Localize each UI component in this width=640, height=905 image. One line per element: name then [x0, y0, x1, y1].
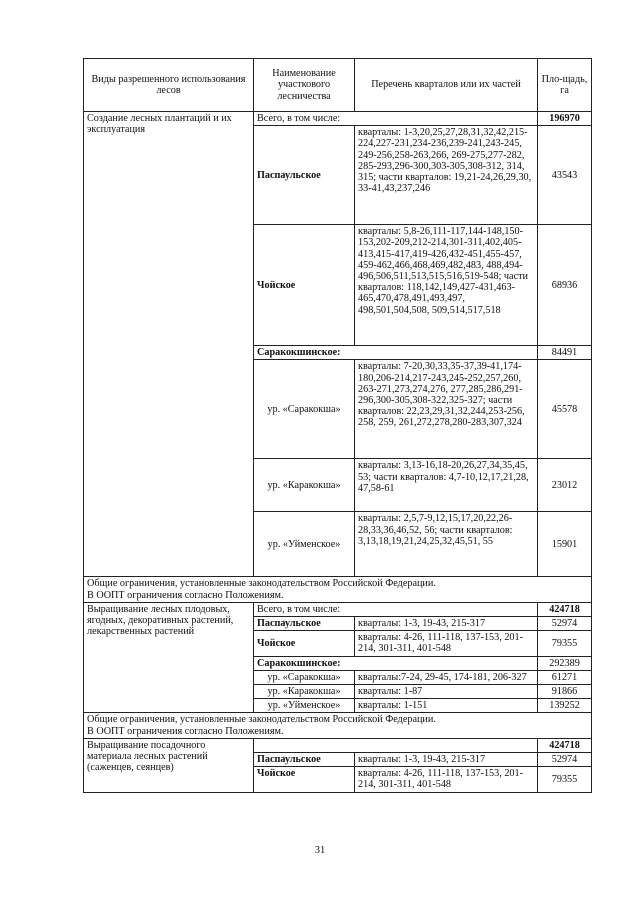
forestry-name: Саракокшинское:: [254, 346, 538, 360]
document-page: [83, 58, 591, 793]
page-number: 31: [314, 845, 326, 856]
header-use-type: Виды разрешенного использования лесов: [84, 59, 254, 112]
area-value: 91866: [538, 685, 592, 699]
area-value: 79355: [538, 767, 592, 792]
header-forestry-name: Наименование участкового лесничества: [254, 59, 355, 112]
restrictions-note-row: [84, 577, 592, 602]
total-label: Всего, в том числе:: [254, 112, 538, 126]
total-area: 424718: [538, 738, 592, 752]
area-value: 79355: [538, 631, 592, 656]
forestry-name: ур. «Каракокша»: [254, 685, 355, 699]
area-value: 23012: [538, 459, 592, 512]
forestry-name: ур. «Каракокша»: [254, 459, 355, 512]
forestry-name: ур. «Саракокша»: [254, 670, 355, 684]
quarters-list: кварталы: 1-87: [355, 685, 538, 699]
quarters-list: кварталы: 4-26, 111-118, 137-153, 201-214, 301-311, 401-548: [355, 767, 538, 792]
forestry-name: ур. «Саракокша»: [254, 360, 355, 459]
total-label: Всего, в том числе:: [254, 602, 538, 616]
restrictions-note: [84, 713, 592, 738]
area-value: 43543: [538, 126, 592, 225]
use-type-cell: Создание лесных плантаций и их эксплуатация: [84, 112, 254, 577]
table-row: [84, 602, 592, 616]
note-line: Общие ограничения, установленные законодательством Российской Федерации.: [87, 714, 436, 726]
use-type-cell: Выращивание посадочного материала лесных растений (саженцев, сеянцев): [84, 738, 254, 792]
table-row: [84, 112, 592, 126]
area-value: 292389: [538, 656, 592, 670]
quarters-list: кварталы: 5,8-26,111-117,144-148,150-153,202-209,212-214,301-311,402,405-413,415-417,419-426,432-451,455-457, 459-462,466,468,469,482,483, 488,494-496,506,511,513,515,516,519-548; части кварталов: 118,142,149,427-431,463-465,470,478,491,493,497, 498,501,504,508, 509,514,517,518: [355, 225, 538, 346]
area-value: 68936: [538, 225, 592, 346]
forestry-name: ур. «Уйменское»: [254, 512, 355, 577]
forestry-name: Чойское: [254, 225, 355, 346]
restrictions-note-row: [84, 713, 592, 738]
forestry-name: Саракокшинское:: [254, 656, 538, 670]
area-value: 45578: [538, 360, 592, 459]
note-line: В ООПТ ограничения согласно Положениям.: [87, 589, 284, 601]
area-value: 84491: [538, 346, 592, 360]
forestry-name: Паспаульское: [254, 617, 355, 631]
total-label-empty: [254, 738, 538, 752]
forestry-name: Паспаульское: [254, 753, 355, 767]
quarters-list: кварталы: 1-3, 19-43, 215-317: [355, 753, 538, 767]
quarters-list: кварталы: 1-3,20,25,27,28,31,32,42,215-224,227-231,234-236,239-241,243-245, 249-256,258-263,266, 269-275,277-282, 285-293,296-300,303-305,308-312, 314, 315; части кварталов: 19,21-24,26,29,30, 33-41,43,237,246: [355, 126, 538, 225]
table-header-row: [84, 59, 592, 112]
use-type-cell: Выращивание лесных плодовых, ягодных, декоративных растений, лекарственных растений: [84, 602, 254, 713]
quarters-list: кварталы: 2,5,7-9,12,15,17,20,22,26-28,33,36,46,52, 56; части кварталов: 3,13,18,19,21,24,25,32,45,51, 55: [355, 512, 538, 577]
restrictions-note: [84, 577, 592, 602]
header-area: Пло-щадь, га: [538, 59, 592, 112]
forestry-name: Чойское: [254, 767, 355, 792]
forest-use-table: [83, 58, 592, 793]
quarters-list: кварталы: 7-20,30,33,35-37,39-41,174-180,206-214,217-243,245-252,257,260, 263-271,273,274,276, 277,285,286,291-296,300-305,308-322,325-327; части кварталов: 22,23,29,31,32,244,253-256, 258, 259, 261,272,278,280-283,307,324: [355, 360, 538, 459]
total-area: 196970: [538, 112, 592, 126]
forestry-name: Чойское: [254, 631, 355, 656]
note-line: В ООПТ ограничения согласно Положениям.: [87, 725, 284, 737]
total-area: 424718: [538, 602, 592, 616]
area-value: 139252: [538, 699, 592, 713]
table-row: [84, 738, 592, 752]
quarters-list: кварталы: 1-3, 19-43, 215-317: [355, 617, 538, 631]
note-line: Общие ограничения, установленные законодательством Российской Федерации.: [87, 578, 436, 590]
quarters-list: кварталы:7-24, 29-45, 174-181, 206-327: [355, 670, 538, 684]
forestry-name: Паспаульское: [254, 126, 355, 225]
header-quarters: Перечень кварталов или их частей: [355, 59, 538, 112]
area-value: 15901: [538, 512, 592, 577]
area-value: 61271: [538, 670, 592, 684]
forestry-name: ур. «Уйменское»: [254, 699, 355, 713]
area-value: 52974: [538, 617, 592, 631]
area-value: 52974: [538, 753, 592, 767]
quarters-list: кварталы: 1-151: [355, 699, 538, 713]
quarters-list: кварталы: 4-26, 111-118, 137-153, 201-214, 301-311, 401-548: [355, 631, 538, 656]
quarters-list: кварталы: 3,13-16,18-20,26,27,34,35,45, 53; части кварталов: 4,7-10,12,17,21,28, 47,58-61: [355, 459, 538, 512]
